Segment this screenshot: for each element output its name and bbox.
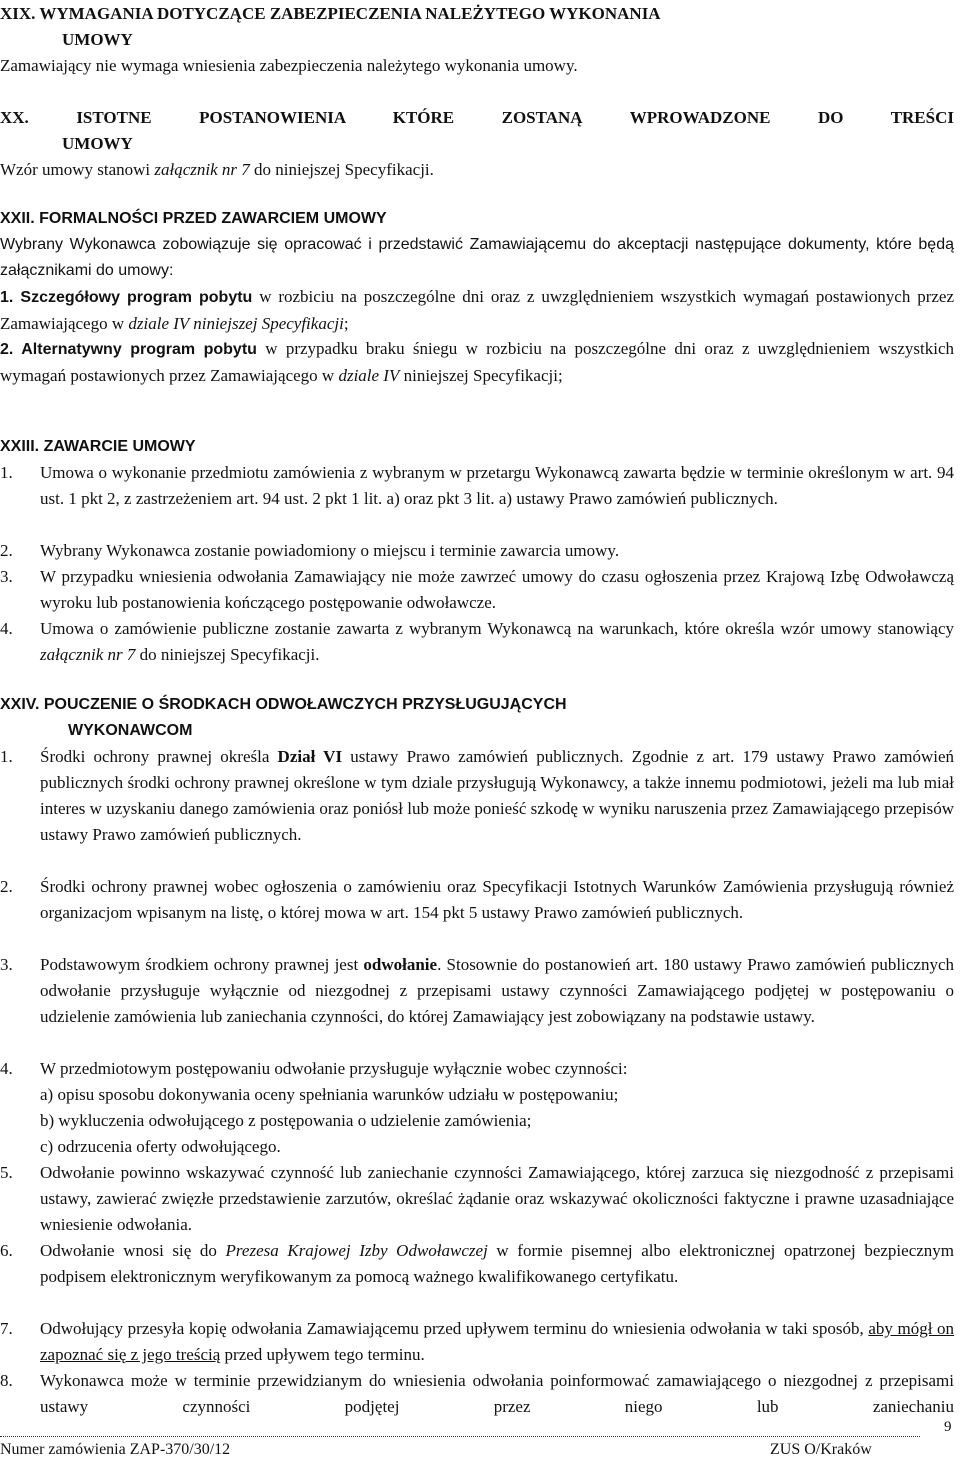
attachment-reference: załącznik nr 7 bbox=[40, 645, 136, 664]
sub-item-a: a) opisu sposobu dokonywania oceny spełniania warunków udziału w postępowaniu; bbox=[40, 1085, 619, 1104]
item-3-bold: odwołanie bbox=[363, 955, 438, 974]
section-19-title-line2: UMOWY bbox=[62, 30, 133, 49]
item-3-text-end: . Stosownie do postanowień art. 180 ustawy Prawo zamówień publicznych odwołanie przysługuje wyłącznie od niezgodnej z przepisami ustawy czynności Zamawiającego podjętej w postępowaniu o udzielenie zamówienia lub zaniechania czynności, do której Zamawiający jest zobowiązany na podstawie ustawy. bbox=[40, 955, 954, 1026]
item-number: 8. bbox=[0, 1371, 13, 1390]
item-3-text: Podstawowym środkiem ochrony prawnej jest bbox=[40, 955, 364, 974]
item-7-text-end: przed upływem tego terminu. bbox=[220, 1345, 425, 1364]
item-4-text-end: do niniejszej Specyfikacji. bbox=[135, 645, 320, 664]
section-19-heading bbox=[0, 1, 661, 53]
item-4-text: Umowa o zamówienie publiczne zostanie zawarta z wybranym Wykonawcą na warunkach, które określa wzór umowy stanowiący bbox=[40, 619, 954, 638]
section-24-item-1 bbox=[0, 744, 954, 848]
section-20-title-line1: XX. ISTOTNE POSTANOWIENIA KTÓRE ZOSTANĄ WPROWADZONE DO TREŚCI bbox=[0, 108, 954, 127]
item-1-bold: Dział VI bbox=[277, 747, 343, 766]
item-number: 3. bbox=[0, 567, 13, 586]
item-6-text: Odwołanie wnosi się do bbox=[40, 1241, 226, 1260]
section-23-item bbox=[0, 616, 954, 668]
item-number: 6. bbox=[0, 1241, 13, 1260]
item-2-end: niniejszej Specyfikacji; bbox=[399, 366, 563, 385]
item-text bbox=[40, 1316, 954, 1368]
footer-order-number: Numer zamówienia ZAP-370/30/12 bbox=[0, 1441, 231, 1458]
item-number: 3. bbox=[0, 955, 13, 974]
item-number: 1. bbox=[0, 463, 13, 482]
section-23-heading: XXIII. ZAWARCIE UMOWY bbox=[0, 438, 196, 455]
section-20-body-text: Wzór umowy stanowi bbox=[0, 160, 155, 179]
section-24-title-line2: WYKONAWCOM bbox=[68, 722, 193, 739]
item-text bbox=[40, 744, 954, 848]
item-number: 5. bbox=[0, 1163, 13, 1182]
item-text: Odwołanie powinno wskazywać czynność lub zaniechanie czynności Zamawiającego, której zarzuca się niezgodność z przepisami ustawy, zawierać zwięzłe przedstawienie zarzutów, określać żądanie oraz wskazywać okoliczności faktyczne i prawne uzasadniające wniesienie odwołania. bbox=[40, 1163, 954, 1234]
item-text bbox=[40, 616, 954, 668]
page-number: 9 bbox=[944, 1419, 952, 1435]
section-24-item-8 bbox=[0, 1368, 954, 1420]
item-1-text: Środki ochrony prawnej określa bbox=[40, 747, 278, 766]
item-number: 7. bbox=[0, 1319, 13, 1338]
section-24-item-6 bbox=[0, 1238, 954, 1290]
item-1-title: 1. Szczegółowy program pobytu bbox=[0, 289, 253, 306]
item-text: Wybrany Wykonawca zostanie powiadomiony o miejscu i terminie zawarcia umowy. bbox=[40, 541, 620, 560]
item-2-text: w przypadku braku śniegu w rozbiciu na poszczególne dni oraz z uwzględnieniem wszystkich wymagań postawionych przez Zamawiającego w bbox=[0, 339, 954, 385]
item-text: Umowa o wykonanie przedmiotu zamówienia z wybranym w przetargu Wykonawcą zawarta będzie w terminie określonym w art. 94 ust. 1 pkt 2, z zastrzeżeniem art. 94 ust. 2 pkt 1 lit. a) oraz pkt 3 lit. a) ustawy Prawo zamówień publicznych. bbox=[40, 463, 954, 508]
item-text bbox=[40, 952, 954, 1030]
item-2-reference: dziale IV bbox=[338, 366, 400, 385]
section-20-body-text-end: do niniejszej Specyfikacji. bbox=[249, 160, 434, 179]
footer-divider bbox=[0, 1436, 920, 1437]
item-1-text: w rozbiciu na poszczególne dni oraz z uwzględnieniem wszystkich wymagań postawionych przez Zamawiającego w bbox=[0, 287, 954, 333]
item-6-italic: Prezesa Krajowej Izby Odwoławczej bbox=[225, 1241, 488, 1260]
item-number: 2. bbox=[0, 877, 13, 896]
item-text: W przedmiotowym postępowaniu odwołanie przysługuje wyłącznie wobec czynności: bbox=[40, 1059, 628, 1078]
item-number: 2. bbox=[0, 541, 13, 560]
section-20-heading bbox=[0, 105, 954, 157]
section-20-title-line2: UMOWY bbox=[62, 134, 133, 153]
section-24-item-7 bbox=[0, 1316, 954, 1368]
item-text: W przypadku wniesienia odwołania Zamawiający nie może zawrzeć umowy do czasu ogłoszenia przez Krajową Izbę Odwoławczą wyroku lub postanowienia kończącego postępowanie odwoławcze. bbox=[40, 567, 954, 612]
attachment-reference: załącznik nr 7 bbox=[154, 160, 250, 179]
section-23-item bbox=[0, 564, 954, 616]
item-text: Wykonawca może w terminie przewidzianym do wniesienia odwołania poinformować zamawiającego o niezgodnej z przepisami ustawy czynności podjętej przez niego lub zaniechaniu bbox=[40, 1371, 954, 1416]
item-number: 4. bbox=[0, 1059, 13, 1078]
item-number: 4. bbox=[0, 619, 13, 638]
sub-item-c: c) odrzucenia oferty odwołującego. bbox=[40, 1137, 281, 1156]
item-text: Środki ochrony prawnej wobec ogłoszenia o zamówieniu oraz Specyfikacji Istotnych Warunków Zamówienia przysługują również organizacjom wpisanym na listę, o której mowa w art. 154 pkt 5 ustawy Prawo zamówień publicznych. bbox=[40, 877, 954, 922]
item-1-text-end: ustawy Prawo zamówień publicznych. Zgodnie z art. 179 ustawy Prawo zamówień publicznych środki ochrony prawnej określone w tym dziale przysługują Wykonawcy, a także innemu podmiotowi, jeżeli ma lub miał interes w uzyskaniu danego zamówienia oraz poniósł lub może ponieść szkodę w wyniku naruszenia przez Zamawiającego przepisów ustawy Prawo zamówień publicznych. bbox=[40, 747, 954, 844]
item-7-underlined: aby mógł on zapoznać się z jego treścią bbox=[40, 1319, 955, 1364]
section-22-item-2 bbox=[0, 336, 954, 390]
item-7-text: Odwołujący przesyła kopię odwołania Zamawiającemu przed upływem terminu do wniesienia odwołania w taki sposób, bbox=[40, 1319, 869, 1338]
section-24-item-5 bbox=[0, 1160, 954, 1238]
section-22-intro: Wybrany Wykonawca zobowiązuje się opracować i przedstawić Zamawiającemu do akceptacji następujące dokumenty, które będą załącznikami do umowy: bbox=[0, 236, 954, 279]
section-22-item-1 bbox=[0, 284, 954, 338]
section-23-item bbox=[0, 460, 954, 512]
section-22-heading: XXII. FORMALNOŚCI PRZED ZAWARCIEM UMOWY bbox=[0, 210, 387, 227]
item-text bbox=[40, 1238, 954, 1290]
item-2-title: 2. Alternatywny program pobytu bbox=[0, 341, 257, 358]
item-number: 1. bbox=[0, 747, 13, 766]
item-6-text-end: w formie pisemnej albo elektronicznej opatrzonej bezpiecznym podpisem elektronicznym weryfikowanym za pomocą ważnego kwalifikowanego certyfikatu. bbox=[40, 1241, 955, 1286]
section-24-title-line1: XXIV. POUCZENIE O ŚRODKACH ODWOŁAWCZYCH PRZYSŁUGUJĄCYCH bbox=[0, 696, 567, 713]
section-23-item bbox=[0, 538, 954, 564]
footer-office: ZUS O/Kraków bbox=[770, 1441, 872, 1458]
item-1-end: ; bbox=[343, 314, 349, 333]
section-24-item-4 bbox=[0, 1056, 954, 1082]
item-1-reference: dziale IV niniejszej Specyfikacji bbox=[128, 314, 344, 333]
section-20-body bbox=[0, 157, 954, 183]
section-24-item-2 bbox=[0, 874, 954, 926]
sub-item-b: b) wykluczenia odwołującego z postępowania o udzielenie zamówienia; bbox=[40, 1111, 532, 1130]
section-24-item-3 bbox=[0, 952, 954, 1030]
section-19-title-line1: XIX. WYMAGANIA DOTYCZĄCE ZABEZPIECZENIA NALEŻYTEGO WYKONANIA bbox=[0, 4, 661, 23]
section-19-body: Zamawiający nie wymaga wniesienia zabezpieczenia należytego wykonania umowy. bbox=[0, 56, 578, 75]
section-24-heading bbox=[0, 692, 567, 744]
